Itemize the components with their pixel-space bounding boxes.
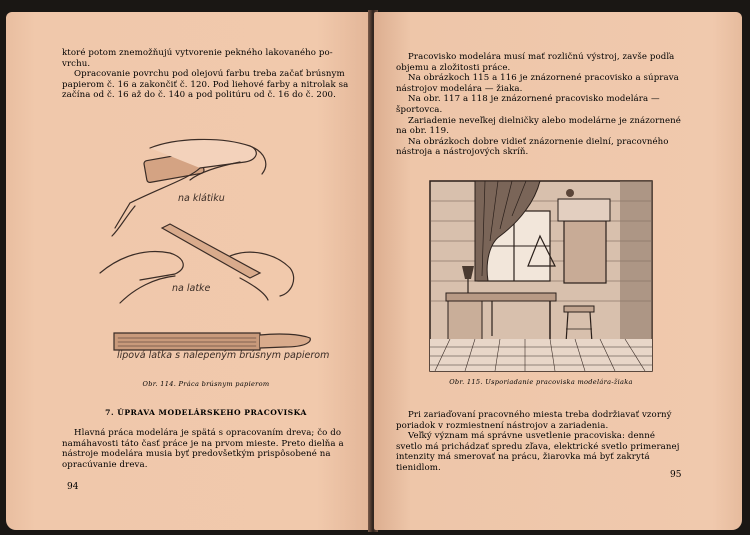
left-intro-text	[62, 48, 350, 101]
right-paragraph-5: Na obrázkoch dobre vidieť znázornenie dielní, pracovného nástroja a nástrojových skríň.	[396, 136, 669, 158]
right-paragraph-3: Na obr. 117 a 118 je znázornené pracovisko modelára — športovca.	[396, 94, 660, 115]
right-bottom-paragraph-2: Veľký význam má správne usvetlenie pracoviska: denné svetlo má prichádzať spredu zľava, elektrické svetlo primeranej intenzity má smerovať na prácu, žiarovka má byť zakrytá tienidlom.	[396, 431, 680, 473]
figure-114-caption: Obr. 114. Práca brúsnym papierom	[142, 380, 270, 388]
page-number-left: 94	[67, 482, 79, 492]
section-text	[62, 428, 350, 470]
page-number-right: 95	[670, 470, 682, 480]
label-on-block: na klátiku	[178, 193, 225, 204]
label-on-lath: na latke	[172, 283, 211, 294]
section-heading: 7. ÚPRAVA MODELÁRSKEHO PRACOVISKA	[105, 408, 307, 417]
label-lime-lath: lipová latka s nalepeným brúsnym papierom	[117, 350, 330, 361]
right-paragraph-4: Zariadenie neveľkej dielničky alebo modelárne je znázornené na obr. 119.	[396, 115, 681, 137]
right-bottom-text	[396, 410, 682, 474]
right-paragraph-2: Na obrázkoch 115 a 116 je znázornené pracovisko a súprava nástrojov modelára — žiaka.	[396, 73, 679, 94]
right-intro-text	[396, 52, 682, 158]
right-bottom-paragraph-1: Pri zariaďovaní pracovného miesta treba dodržiavať vzorný poriadok v rozmiestnení nástrojov a zariadenia.	[396, 410, 672, 431]
right-paragraph-1: Pracovisko modelára musí mať rozličnú výstroj, zavše podľa objemu a zložitosti práce.	[396, 52, 675, 73]
left-paragraph-2: Opracovanie povrchu pod olejovú farbu treba začať brúsnym papierom č. 16 a zakončiť č. 120. Pod liehové farby a nitrolak sa začína od č. 16 až do č. 140 a pod politúru od č. 16 do č. 200.	[62, 69, 349, 101]
left-paragraph-1: ktoré potom znemožňujú vytvorenie pekného lakovaného po-vrchu.	[62, 48, 333, 69]
sanding-illustration	[100, 128, 330, 358]
section-paragraph: Hlavná práca modelára je spätá s opracovaním dreva; čo do namáhavosti táto časť práce je na prvom mieste. Preto dielňa a nástroje modelára musia byť predovšetkým prispôsobené na opracúvanie dreva.	[62, 428, 344, 470]
workshop-illustration	[430, 181, 652, 371]
figure-115-caption: Obr. 115. Usporiadanie pracoviska modelára-žiaka	[449, 378, 633, 386]
